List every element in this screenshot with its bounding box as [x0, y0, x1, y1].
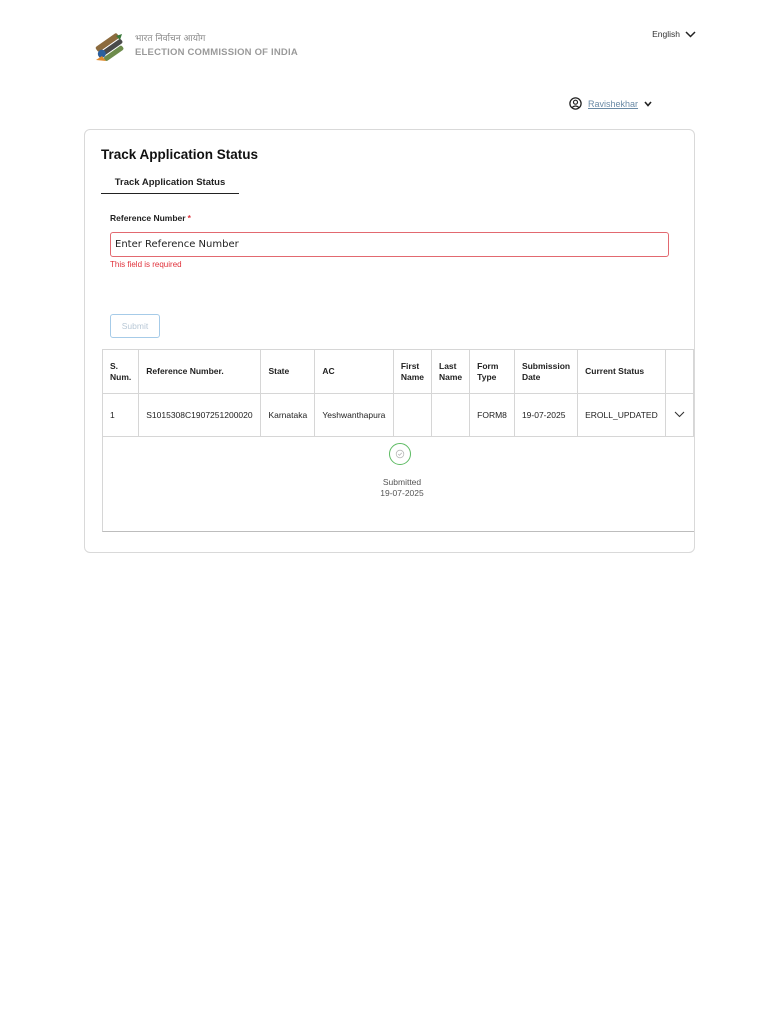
timeline-status: Submitted [382, 477, 422, 487]
cell-s-num: 1 [103, 394, 139, 437]
cell-first-name [393, 394, 431, 437]
status-timeline [103, 435, 694, 531]
submit-button[interactable]: Submit [110, 314, 160, 338]
cell-reference-number: S1015308C1907251200020 [139, 394, 261, 437]
reference-number-error: This field is required [110, 260, 182, 269]
track-status-card [84, 129, 695, 553]
language-label: English [652, 29, 680, 39]
required-mark: * [187, 213, 191, 223]
tab-track-application-status[interactable]: Track Application Status [101, 172, 239, 194]
cell-ac: Yeshwanthapura [315, 394, 393, 437]
chevron-down-icon [674, 411, 685, 418]
table-row[interactable] [103, 394, 694, 437]
reference-number-label [110, 213, 191, 223]
header-reference-number: Reference Number. [139, 350, 261, 394]
cell-form-type: FORM8 [470, 394, 515, 437]
cell-submission-date: 19-07-2025 [514, 394, 577, 437]
header-ac: AC [315, 350, 393, 394]
cell-current-status: EROLL_UPDATED [578, 394, 666, 437]
user-name-link[interactable]: Ravishekhar [588, 98, 639, 109]
row-expand-toggle[interactable] [665, 394, 693, 437]
page-title: Track Application Status [101, 147, 259, 162]
reference-number-label-text: Reference Number [110, 213, 186, 223]
header-form-type: Form Type [470, 350, 515, 394]
chevron-down-icon [685, 31, 696, 38]
chevron-down-icon [644, 101, 652, 107]
status-table-grid [103, 349, 694, 437]
header-state: State [261, 350, 315, 394]
org-name-hindi: भारत निर्वाचन आयोग [135, 34, 206, 44]
user-circle-icon [569, 97, 582, 110]
language-selector[interactable] [652, 29, 696, 39]
eci-logo-icon[interactable] [92, 30, 128, 66]
cell-last-name [432, 394, 470, 437]
header-s-num: S. Num. [103, 350, 139, 394]
header-current-status: Current Status [578, 350, 666, 394]
header [0, 0, 768, 80]
header-expand [665, 350, 693, 394]
reference-number-input[interactable] [110, 232, 669, 257]
timeline-date: 19-07-2025 [380, 488, 424, 498]
org-name-english: ELECTION COMMISSION OF INDIA [135, 46, 298, 58]
cell-state: Karnataka [261, 394, 315, 437]
logo-text [135, 34, 298, 58]
table-header-row [103, 350, 694, 394]
user-menu[interactable] [569, 97, 652, 110]
header-last-name: Last Name [432, 350, 470, 394]
status-table [102, 349, 694, 532]
check-circle-icon [389, 443, 411, 465]
header-submission-date: Submission Date [514, 350, 577, 394]
header-first-name: First Name [393, 350, 431, 394]
